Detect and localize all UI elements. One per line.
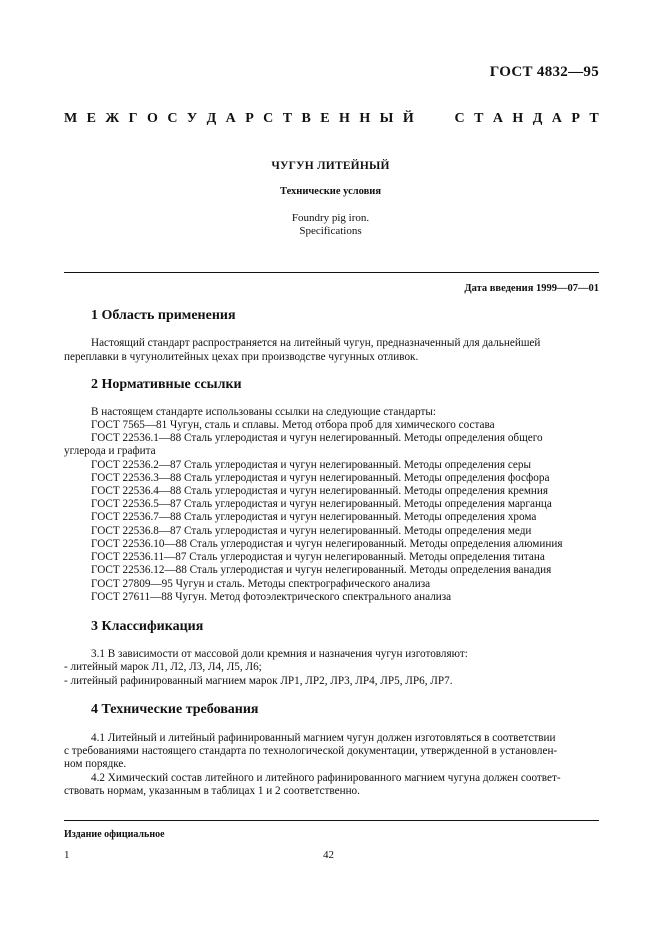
reference-item: углерода и графита (64, 445, 156, 457)
english-title-line2: Specifications (299, 225, 362, 237)
document-title: ЧУГУН ЛИТЕЙНЫЙ (271, 160, 390, 172)
banner-letter: А (225, 111, 236, 126)
banner-letter: Д (206, 111, 217, 126)
section-4-line: с требованиями настоящего стандарта по технологической документации, утвержденной в установлен- (64, 745, 558, 757)
reference-item: ГОСТ 22536.7—88 Сталь углеродистая и чугун нелегированный. Методы определения хрома (91, 511, 537, 523)
page-number-left: 1 (64, 849, 70, 861)
banner-letter: У (186, 111, 198, 126)
banner-letter: Ы (379, 111, 394, 126)
section-4-line: ном порядке. (64, 758, 127, 770)
title-divider (64, 272, 599, 273)
banner-letter: Н (512, 111, 524, 126)
reference-item: ГОСТ 22536.2—87 Сталь углеродистая и чугун нелегированный. Методы определения серы (91, 459, 532, 471)
section-1-heading: 1 Область применения (91, 308, 236, 323)
banner-letter: Р (571, 111, 580, 126)
reference-item: ГОСТ 7565—81 Чугун, сталь и сплавы. Метод отбора проб для химического состава (91, 419, 495, 431)
banner-letter: Е (320, 111, 330, 126)
banner-letter: Р (245, 111, 254, 126)
section-3-line: 3.1 В зависимости от массовой доли кремния и назначения чугун изготовляют: (91, 648, 468, 660)
banner-letter: М (64, 111, 78, 126)
reference-item: ГОСТ 22536.10—88 Сталь углеродистая и чугун нелегированный. Методы определения алюминия (91, 538, 563, 550)
section-3-heading: 3 Классификация (91, 619, 204, 634)
banner-letter: В (301, 111, 311, 126)
banner-letter: А (492, 111, 503, 126)
english-title-line1: Foundry pig iron. (291, 212, 370, 224)
gost-number: ГОСТ 4832—95 (489, 64, 599, 80)
banner-letter: Ж (105, 111, 120, 126)
page-number-center: 42 (323, 849, 334, 861)
reference-item: ГОСТ 22536.4—88 Сталь углеродистая и чугун нелегированный. Методы определения кремния (91, 485, 549, 497)
banner-letter: Г (128, 111, 138, 126)
reference-item: ГОСТ 22536.11—87 Сталь углеродистая и чугун нелегированный. Методы определения титана (91, 551, 545, 563)
banner-letter: Т (282, 111, 293, 126)
banner-word-gap (423, 111, 445, 127)
banner-letter: Н (339, 111, 350, 126)
banner-letter: С (454, 111, 465, 126)
banner-letter: Т (474, 111, 484, 126)
section-4-line: 4.1 Литейный и литейный рафинированный магнием чугун должен изготовляться в соответствии (91, 732, 556, 744)
section-4-line: ствовать нормам, указанным в таблицах 1 и 2 соответственно. (64, 785, 360, 797)
interstate-standard-banner (64, 111, 599, 127)
reference-item: ГОСТ 22536.5—87 Сталь углеродистая и чугун нелегированный. Методы определения марганца (91, 498, 552, 510)
banner-letter: Й (402, 111, 414, 126)
section-1-line: переплавки в чугунолитейных цехах при производстве чугунных отливок. (64, 351, 419, 363)
banner-letter: Д (532, 111, 543, 126)
introduction-date: Дата введения 1999—07—01 (464, 283, 599, 294)
banner-letter: Е (86, 111, 96, 126)
footer-divider (64, 820, 599, 821)
reference-item: ГОСТ 27611—88 Чугун. Метод фотоэлектрического спектрального анализа (91, 591, 452, 603)
edition-label: Издание официальное (64, 829, 165, 840)
reference-item: ГОСТ 22536.12—88 Сталь углеродистая и чугун нелегированный. Методы определения ванадия (91, 564, 552, 576)
section-2-heading: 2 Нормативные ссылки (91, 377, 242, 392)
banner-letter: С (167, 111, 178, 126)
banner-letter: А (551, 111, 562, 126)
section-4-line: 4.2 Химический состав литейного и литейного рафинированного магнием чугуна должен соответ- (91, 772, 561, 784)
banner-letter: С (263, 111, 274, 126)
reference-item: ГОСТ 22536.1—88 Сталь углеродистая и чугун нелегированный. Методы определения общего (91, 432, 543, 444)
section-4-heading: 4 Технические требования (91, 702, 259, 717)
reference-item: ГОСТ 22536.3—88 Сталь углеродистая и чугун нелегированный. Методы определения фосфора (91, 472, 550, 484)
banner-letter: Т (589, 111, 599, 126)
banner-letter: О (147, 111, 158, 126)
section-2-intro: В настоящем стандарте использованы ссылки на следующие стандарты: (91, 406, 436, 418)
section-3-line: - литейный рафинированный магнием марок ЛР1, ЛР2, ЛР3, ЛР4, ЛР5, ЛР6, ЛР7. (64, 675, 453, 687)
section-3-line: - литейный марок Л1, Л2, Л3, Л4, Л5, Л6; (64, 661, 262, 673)
banner-letter: Н (359, 111, 371, 126)
reference-item: ГОСТ 22536.8—87 Сталь углеродистая и чугун нелегированный. Методы определения меди (91, 525, 532, 537)
document-subtitle: Технические условия (279, 186, 382, 197)
english-title (0, 212, 661, 238)
reference-item: ГОСТ 27809—95 Чугун и сталь. Методы спектрографического анализа (91, 578, 431, 590)
section-1-line: Настоящий стандарт распространяется на литейный чугун, предназначенный для дальнейшей (91, 337, 541, 349)
